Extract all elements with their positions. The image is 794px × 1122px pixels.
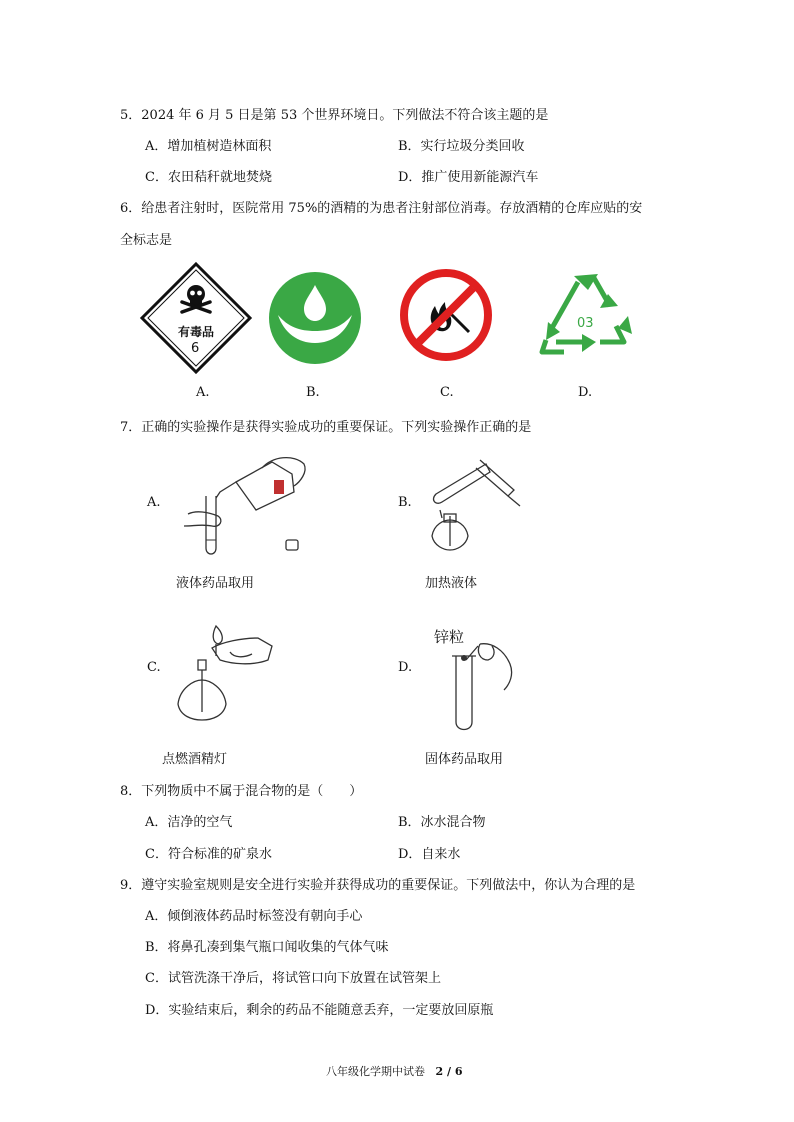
q8-stem: 8．下列物质中不属于混合物的是（ ） — [120, 784, 363, 799]
page-number: 2 / 6 — [435, 1065, 463, 1078]
q6-label-c: C. — [440, 385, 454, 400]
q7-caption-c: 点燃酒精灯 — [162, 752, 228, 767]
q8-option-d: D．自来水 — [398, 847, 461, 862]
heating-liquid-figure — [420, 450, 530, 560]
adding-solid-figure — [440, 640, 520, 732]
q6-label-a: A. — [196, 385, 210, 400]
q9-option-d: D．实验结束后，剩余的药品不能随意丢弃，一定要放回原瓶 — [145, 1003, 494, 1018]
recycle-sign-code: 03 — [577, 316, 594, 331]
q9-option-a: A．倾倒液体药品时标签没有朝向手心 — [145, 909, 363, 924]
q7-caption-a: 液体药品取用 — [176, 576, 255, 591]
q7-label-a: A. — [147, 495, 161, 510]
page-footer — [326, 1063, 462, 1079]
q7-figure-d-label: 锌粒 — [434, 628, 465, 646]
q5-option-b: B．实行垃圾分类回收 — [398, 139, 525, 154]
recycle-sign-icon — [538, 268, 636, 360]
q5-stem: 5．2024 年 6 月 5 日是第 53 个世界环境日。下列做法不符合该主题的是 — [120, 108, 549, 123]
q8-option-a: A．洁净的空气 — [145, 815, 233, 830]
no-open-flame-sign-icon — [399, 268, 493, 362]
q7-label-b: B. — [398, 495, 412, 510]
q5-option-d: D．推广使用新能源汽车 — [398, 170, 539, 185]
q8-option-b: B．冰水混合物 — [398, 815, 486, 830]
q8-option-c: C．符合标准的矿泉水 — [145, 847, 272, 862]
q6-label-d: D. — [578, 385, 593, 400]
q9-option-c: C．试管洗涤干净后，将试管口向下放置在试管架上 — [145, 971, 441, 986]
lighting-alcohol-lamp-figure — [172, 616, 282, 728]
toxic-sign-number: 6 — [191, 341, 200, 356]
q5-option-c: C．农田秸秆就地焚烧 — [145, 170, 272, 185]
q7-label-c: C. — [147, 660, 161, 675]
q9-stem: 9．遵守实验室规则是安全进行实验并获得成功的重要保证。下列做法中，你认为合理的是 — [120, 878, 636, 893]
toxic-sign-text: 有毒品 — [178, 325, 215, 339]
footer-title: 八年级化学期中试卷 — [326, 1065, 425, 1078]
water-saving-sign-icon — [268, 271, 362, 365]
q6-stem-line1: 6．给患者注射时，医院常用 75%的酒精的为患者注射部位消毒。存放酒精的仓库应贴的安 — [120, 201, 643, 216]
q7-label-d: D. — [398, 660, 413, 675]
q7-caption-b: 加热液体 — [425, 576, 478, 591]
q7-caption-d: 固体药品取用 — [425, 752, 504, 767]
q6-label-b: B. — [306, 385, 320, 400]
pouring-liquid-figure — [176, 452, 312, 560]
toxic-sign-icon — [140, 262, 252, 374]
q7-stem: 7．正确的实验操作是获得实验成功的重要保证。下列实验操作正确的是 — [120, 420, 532, 435]
q5-option-a: A．增加植树造林面积 — [145, 139, 272, 154]
q9-option-b: B．将鼻孔凑到集气瓶口闻收集的气体气味 — [145, 940, 389, 955]
q6-stem-line2: 全标志是 — [120, 233, 173, 248]
